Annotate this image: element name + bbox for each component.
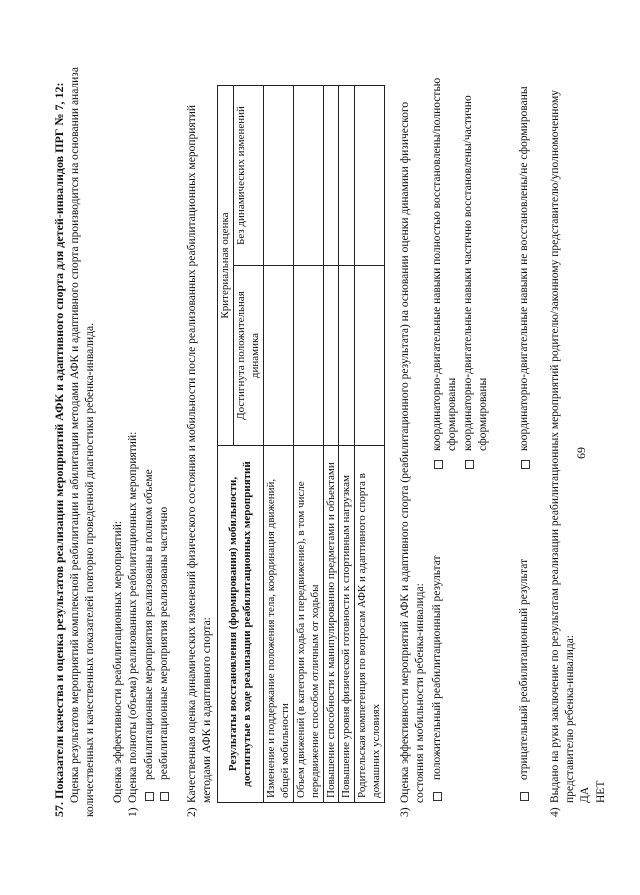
item-2-text: Качественная оценка динамических изменений физического состояния и мобильности после реализованных реабилитационных мероприятий методами АФК и адаптивного спорта: xyxy=(185,104,214,803)
option-label: положительный реабилитационный результат xyxy=(431,555,444,780)
full-volume-option[interactable] xyxy=(142,57,157,803)
answer-yes[interactable]: ДА xyxy=(579,786,592,803)
efficiency-heading: Оценка эффективности реабилитационных мероприятий: xyxy=(112,520,125,803)
no-change-cell[interactable] xyxy=(339,86,355,266)
col-positive-dynamics: Достигнута положительная динамика xyxy=(233,266,263,446)
no-change-cell[interactable] xyxy=(263,86,293,266)
checkbox-icon[interactable] xyxy=(520,792,529,801)
checkbox-icon[interactable] xyxy=(465,460,474,469)
option-label: отрицательный реабилитационный результат xyxy=(517,558,530,780)
not-restored-label: координаторно-двигательные навыки не восстановлены/не сформированы xyxy=(517,86,530,451)
checkbox-icon[interactable] xyxy=(434,460,443,469)
item-2-number: 2) xyxy=(185,807,198,817)
positive-cell[interactable] xyxy=(263,266,293,446)
item-2 xyxy=(185,57,215,817)
row-label: Родительская компетенция по вопросам АФК и адаптивного спорта в домашних условиях xyxy=(354,446,384,803)
table-row xyxy=(339,86,355,803)
table-row xyxy=(263,86,293,803)
checkbox-icon[interactable] xyxy=(433,792,442,801)
checkbox-icon[interactable] xyxy=(145,792,154,801)
table-group-header: Критериальная оценка xyxy=(218,86,234,446)
positive-result-option[interactable] xyxy=(430,469,460,803)
checkbox-icon[interactable] xyxy=(160,792,169,801)
document-content xyxy=(52,57,609,817)
positive-cell[interactable] xyxy=(339,266,355,446)
fully-restored-label: координаторно-двигательные навыки полностью восстановлены/полностью сформированы xyxy=(431,77,459,451)
positive-cell[interactable] xyxy=(293,266,323,446)
item-1 xyxy=(126,57,172,817)
no-change-cell[interactable] xyxy=(354,86,384,266)
item-1-number: 1) xyxy=(127,807,140,817)
result-options xyxy=(430,57,535,803)
item-1-text: Оценка полноты (объема) реализованных реабилитационных мероприятий: xyxy=(127,431,140,803)
item-3-number: 3) xyxy=(398,807,411,817)
row-label: Объем движений (в категории ходьба и передвижение), в том числе передвижение способом отличным от ходьбы xyxy=(293,446,323,803)
partial-volume-option[interactable] xyxy=(157,57,172,803)
checkbox-icon[interactable] xyxy=(521,460,530,469)
item-4-number: 4) xyxy=(549,807,562,817)
option-label: реабилитационные мероприятия реализованы частично xyxy=(157,506,170,780)
partially-restored-label: координаторно-двигательные навыки частично восстановлены/частично сформированы xyxy=(461,95,489,451)
positive-cell[interactable] xyxy=(323,266,339,446)
table-row xyxy=(354,86,384,803)
col-no-changes: Без динамических изменений xyxy=(233,86,263,266)
no-change-cell[interactable] xyxy=(293,86,323,266)
item-3 xyxy=(398,57,535,817)
answer-no[interactable]: НЕТ xyxy=(594,780,607,803)
page-number: 69 xyxy=(574,447,588,459)
option-label: реабилитационные мероприятия реализованы в полном объеме xyxy=(142,469,155,780)
item-4 xyxy=(548,57,609,817)
row-label: Изменение и поддержание положения тела, координация движений, общей мобильности xyxy=(263,446,293,803)
row-label: Повышение уровня физической готовности к спортивным нагрузкам xyxy=(339,446,355,803)
intro-paragraph: Оценка результатов мероприятий комплексной реабилитации и абилитации методами АФК и адаптивного спорта производится на основании анализа количественных и качественных показателей повторно проведенной диагностики ребенка-инвалида. xyxy=(68,67,96,817)
positive-cell[interactable] xyxy=(354,266,384,446)
table-row xyxy=(293,86,323,803)
negative-result-option[interactable] xyxy=(517,469,535,803)
results-table xyxy=(217,85,385,803)
table-row-header: Результаты восстановления (формирования) мобильности, достигнутые в ходе реализации реабилитационных мероприятий xyxy=(218,446,264,803)
row-label: Повышение способности к манипулированию предметами и объектами xyxy=(323,446,339,803)
item-3-text: Оценка эффективности мероприятий АФК и адаптивного спорта (реабилитационного результата) на основании оценки динамики физического состояния и мобильности ребенка-инвалида: xyxy=(398,101,427,803)
item-4-text: Выдано на руки заключение по результатам реализации реабилитационных мероприятий родителю/законному представителю/уполномоченному представителю ребенка-инвалида: xyxy=(549,90,577,803)
section-title: 57. Показатели качества и оценка результатов реализации мероприятий АФК и адаптивного спорта для детей-инвалидов ПРГ № 7, 12: xyxy=(52,82,66,817)
table-row xyxy=(323,86,339,803)
no-change-cell[interactable] xyxy=(323,86,339,266)
